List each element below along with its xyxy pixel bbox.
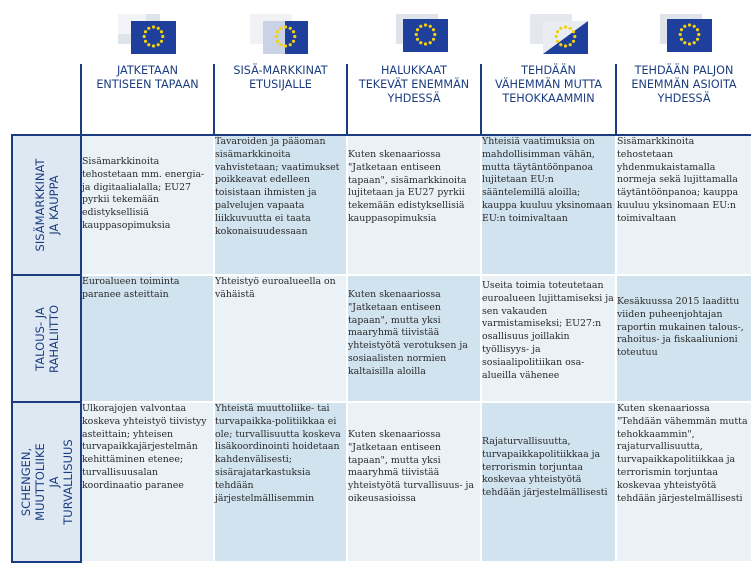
eu-flag-grey-icon [118, 14, 178, 58]
eu-flag-split-icon [530, 14, 590, 58]
table-cell: Sisämarkkinoita tehostetaan yhdenmukaistamalla normeja sekä lujittamalla täytäntöönpanoa; kauppa kuuluu yksinomaan EU:n toimivaltaan [616, 135, 751, 275]
table-cell: Euroalueen toiminta paranee asteittain [81, 275, 214, 402]
table-cell: Kuten skenaariossa "Jatketaan entiseen tapaan", mutta yksi maaryhmä tiivistää yhteistyötä verotuksen ja sosiaalisten normien kaltaisilla aloilla [347, 275, 481, 402]
table-cell: Kuten skenaariossa "Jatketaan entiseen tapaan", sisämarkkinoita lujitetaan ja EU27 pyrkii tekemään edistyksellisiä kauppasopimuksia [347, 135, 481, 275]
eu-flag-icon [660, 14, 720, 58]
table-row [12, 275, 751, 402]
table-row [12, 135, 751, 275]
column-header [481, 64, 616, 135]
eu-flag-faded-icon [250, 14, 310, 58]
column-header-label: HALUKKAAT TEKEVÄT ENEMMÄN YHDESSÄ [358, 64, 470, 105]
row-label [12, 135, 81, 275]
table-cell: Sisämarkkinoita tehostetaan mm. energia- ja digitaalialalla; EU27 pyrkii tekemään edistyksellisiä kauppasopimuksia [81, 135, 214, 275]
flag-col-4 [530, 14, 590, 58]
flag-col-5 [660, 14, 720, 58]
row-label-text: SISÄMARKKINAT JA KAUPPA [32, 158, 61, 252]
column-header [214, 64, 347, 135]
flag-col-3 [396, 14, 456, 58]
row-label-text: SCHENGEN, MUUTTOLIIKE JA TURVALLISUUS [18, 439, 75, 525]
table-cell: Ulkorajojen valvontaa koskeva yhteistyö tiivistyy asteittain; yhteisen turvapaikkajärjestelmän kehittäminen etenee; turvallisuusalan koordinaatio paranee [81, 402, 214, 562]
row-label [12, 275, 81, 402]
column-header [81, 64, 214, 135]
table-cell: Yhteisiä vaatimuksia on mahdollisimman vähän, mutta täytäntöönpanoa lujitetaan EU:n sääntelemillä aloilla; kauppa kuuluu yksinomaan EU:n toimivaltaan [481, 135, 616, 275]
flag-col-1 [118, 14, 178, 58]
corner-cell [12, 64, 81, 135]
table-cell: Rajaturvallisuutta, turvapaikkapolitiikkaa ja terrorismin torjuntaa koskevaa yhteistyötä tehdään järjestelmällisesti [481, 402, 616, 562]
table-cell: Yhteistyö euroalueella on vähäistä [214, 275, 347, 402]
column-header-label: SISÄ-MARKKINAT ETUSIJALLE [233, 64, 328, 91]
table-cell: Tavaroiden ja pääoman sisämarkkinoita vahvistetaan; vaatimukset poikkeavat edelleen toisistaan ihmisten ja palvelujen vapaata liikkuvuutta ei taata kokonaisuudessaan [214, 135, 347, 275]
header-row [12, 64, 751, 135]
column-header-label: TEHDÄÄN VÄHEMMÄN MUTTA TEHOKKAAMMIN [494, 64, 603, 105]
row-label-text: TALOUS- JA RAHALIITTO [32, 304, 61, 373]
table-cell: Kesäkuussa 2015 laadittu viiden puheenjohtajan raportin mukainen talous-, rahoitus- ja fiskaaliunioni toteutuu [616, 275, 751, 402]
table-cell: Kuten skenaariossa "Tehdään vähemmän mutta tehokkaammin", rajaturvallisuutta, turvapaikkapolitiikkaa ja terrorismin torjuntaa koskevaa yhteistyötä tehdään järjestelmällisesti [616, 402, 751, 562]
column-header [347, 64, 481, 135]
column-header-label: JATKETAAN ENTISEEN TAPAAN [96, 64, 199, 91]
column-header [616, 64, 751, 135]
eu-flag-icon [396, 14, 456, 58]
table-cell: Useita toimia toteutetaan euroalueen lujittamiseksi ja sen vakauden varmistamiseksi; EU27:n osallisuus joillakin työllisyys- ja sosiaalipolitiikan osa-alueilla vähenee [481, 275, 616, 402]
column-header-label: TEHDÄÄN PALJON ENEMMÄN ASIOITA YHDESSÄ [631, 64, 737, 105]
table-cell: Yhteistä muuttoliike- tai turvapaikka-politiikkaa ei ole; turvallisuutta koskeva lisäkoordinointi hoidetaan kahdenvälisesti; sisärajatarkastuksia tehdään järjestelmällisemmin [214, 402, 347, 562]
table-row [12, 402, 751, 562]
scenario-table [11, 64, 751, 563]
row-label [12, 402, 81, 562]
flag-col-2 [250, 14, 310, 58]
table-cell: Kuten skenaariossa "Jatketaan entiseen tapaan", mutta yksi maaryhmä tiivistää yhteistyötä turvallisuus- ja oikeusasioissa [347, 402, 481, 562]
